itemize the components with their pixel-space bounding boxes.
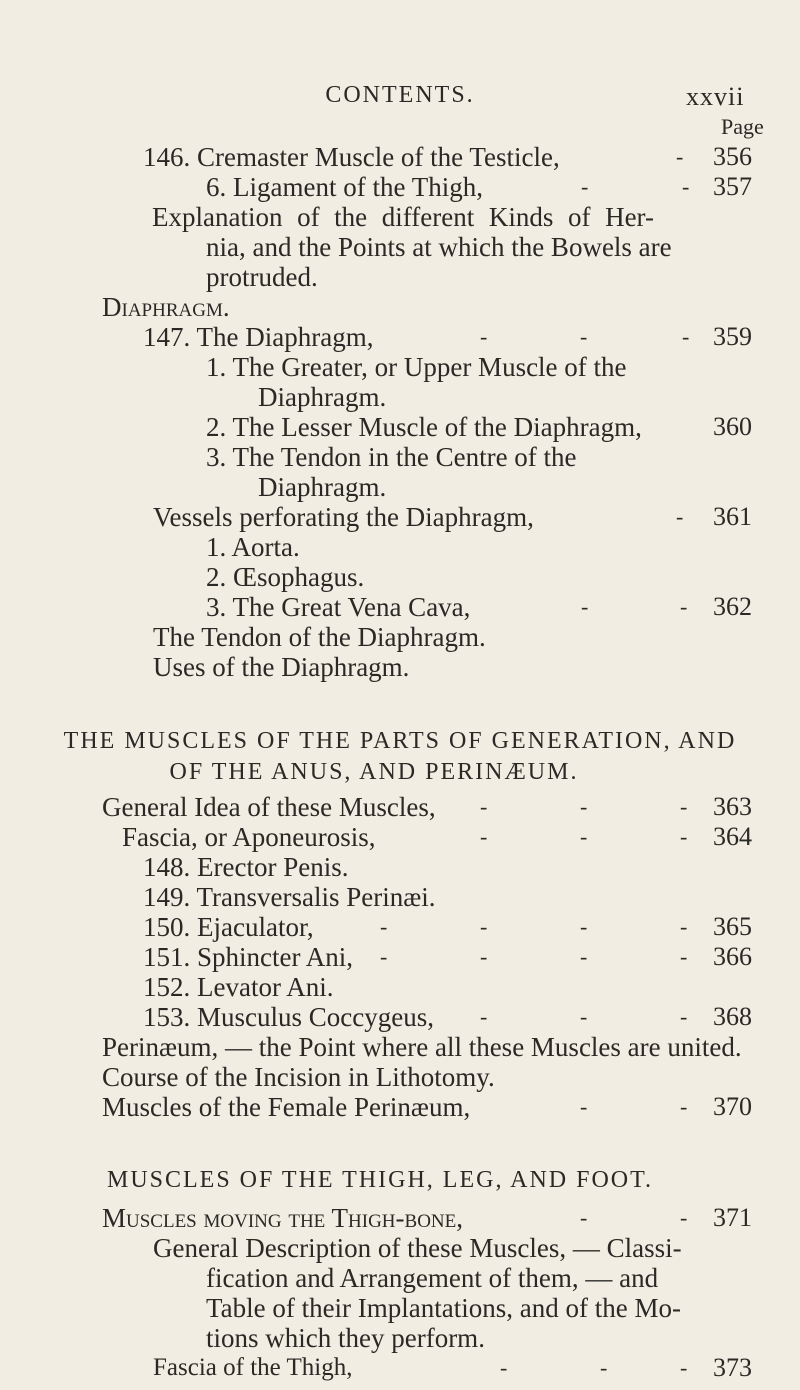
explanation-line-2: nia, and the Points at which the Bowels are — [206, 232, 672, 262]
leader-dash: - — [581, 174, 589, 199]
description-line-4: tions which they perform. — [206, 1323, 485, 1353]
leader-dash: - — [580, 914, 588, 939]
description-line-2: fication and Arrangement of them, — and — [206, 1263, 659, 1293]
page-number: 371 — [713, 1203, 752, 1232]
section-title-thigh: MUSCLES OF THE THIGH, LEG, AND FOOT. — [106, 1167, 654, 1193]
leader-dash: - — [680, 1355, 688, 1380]
leader-dash: - — [680, 594, 688, 619]
leader-dash: - — [580, 1205, 588, 1230]
entry-oesophagus: 2. Œsophagus. — [206, 562, 365, 592]
entry-female: Muscles of the Female Perinæum, — [102, 1092, 471, 1122]
page-number: 366 — [713, 942, 752, 971]
leader-dash: - — [480, 914, 488, 939]
entry-tendon-cont: Diaphragm. — [258, 472, 387, 502]
leader-dash: - — [580, 324, 588, 349]
entry-vena-cava: 3. The Great Vena Cava, — [206, 592, 471, 622]
section-title-generation-cont: OF THE ANUS, AND PERINÆUM. — [169, 759, 579, 785]
diaphragm-heading: Diaphragm. — [102, 292, 230, 322]
entry-course: Course of the Incision in Lithotomy. — [102, 1062, 495, 1092]
entry-lesser: 2. The Lesser Muscle of the Diaphragm, — [206, 412, 642, 442]
leader-dash: - — [680, 914, 688, 939]
page-number: 363 — [713, 792, 752, 821]
page-number: 368 — [713, 1002, 752, 1031]
page-number: 364 — [713, 822, 752, 851]
leader-dash: - — [580, 824, 588, 849]
leader-dash: - — [480, 794, 488, 819]
leader-dash: - — [580, 944, 588, 969]
leader-dash: - — [680, 794, 688, 819]
leader-dash: - — [500, 1355, 508, 1380]
leader-dash: - — [580, 1094, 588, 1119]
entry-moving: Muscles moving the Thigh-bone, — [102, 1203, 463, 1233]
leader-dash: - — [680, 1004, 688, 1029]
leader-dash: - — [380, 914, 388, 939]
section-title-generation: THE MUSCLES OF THE PARTS OF GENERATION, AND — [63, 728, 737, 754]
running-title: CONTENTS. — [325, 82, 475, 108]
entry-fascia: Fascia, or Aponeurosis, — [122, 822, 376, 852]
page-number: 359 — [713, 322, 752, 351]
entry-153: 153. Musculus Coccygeus, — [143, 1002, 434, 1032]
entry-aorta: 1. Aorta. — [206, 532, 300, 562]
description-line-3: Table of their Implantations, and of the Mo- — [206, 1293, 681, 1323]
leader-dash: - — [680, 944, 688, 969]
explanation-line-3: protruded. — [206, 262, 318, 292]
leader-dash: - — [480, 324, 488, 349]
leader-dash: - — [680, 824, 688, 849]
entry-ligament: 6. Ligament of the Thigh, — [206, 172, 483, 202]
leader-dash: - — [580, 1004, 588, 1029]
leader-dash: - — [380, 944, 388, 969]
entry-146: 146. Cremaster Muscle of the Testicle, — [143, 142, 560, 172]
page-number: 357 — [713, 172, 752, 201]
explanation-line-1: Explanation of the different Kinds of Her- — [152, 202, 654, 232]
leader-dash: - — [580, 794, 588, 819]
entry-148: 148. Erector Penis. — [143, 852, 349, 882]
folio: xxvii — [686, 82, 745, 111]
leader-dash: - — [682, 174, 690, 199]
entry-151: 151. Sphincter Ani, — [143, 942, 353, 972]
entry-tendon: 3. The Tendon in the Centre of the — [206, 442, 577, 472]
entry-152: 152. Levator Ani. — [143, 972, 334, 1002]
leader-dash: - — [480, 944, 488, 969]
entry-uses: Uses of the Diaphragm. — [153, 652, 410, 682]
entry-149: 149. Transversalis Perinæi. — [143, 882, 436, 912]
page-number: 365 — [713, 912, 752, 941]
page-number: 356 — [713, 142, 752, 171]
entry-fascia-thigh: Fascia of the Thigh, — [153, 1354, 353, 1381]
description-line-1: General Description of these Muscles, — Classi- — [153, 1233, 682, 1263]
entry-greater-cont: Diaphragm. — [258, 382, 387, 412]
page-number: 373 — [713, 1353, 752, 1382]
entry-general-idea: General Idea of these Muscles, — [102, 792, 436, 822]
leader-dash: - — [600, 1355, 608, 1380]
leader-dash: - — [680, 1094, 688, 1119]
leader-dash: - — [676, 504, 684, 529]
entry-vessels: Vessels perforating the Diaphragm, — [153, 502, 534, 532]
leader-dash: - — [480, 1004, 488, 1029]
page-number: 361 — [713, 502, 752, 531]
leader-dash: - — [676, 144, 684, 169]
leader-dash: - — [680, 1205, 688, 1230]
page-column-header: Page — [721, 114, 764, 139]
entry-150: 150. Ejaculator, — [143, 912, 314, 942]
entry-perinaeum: Perinæum, — the Point where all these Muscles are united. — [102, 1032, 742, 1062]
entry-147: 147. The Diaphragm, — [143, 322, 374, 352]
entry-tendon-of: The Tendon of the Diaphragm. — [153, 622, 486, 652]
leader-dash: - — [480, 824, 488, 849]
page-number: 370 — [713, 1092, 752, 1121]
leader-dash: - — [682, 324, 690, 349]
entry-greater: 1. The Greater, or Upper Muscle of the — [206, 352, 627, 382]
page-number: 360 — [713, 412, 752, 441]
page-number: 362 — [713, 592, 752, 621]
leader-dash: - — [581, 594, 589, 619]
